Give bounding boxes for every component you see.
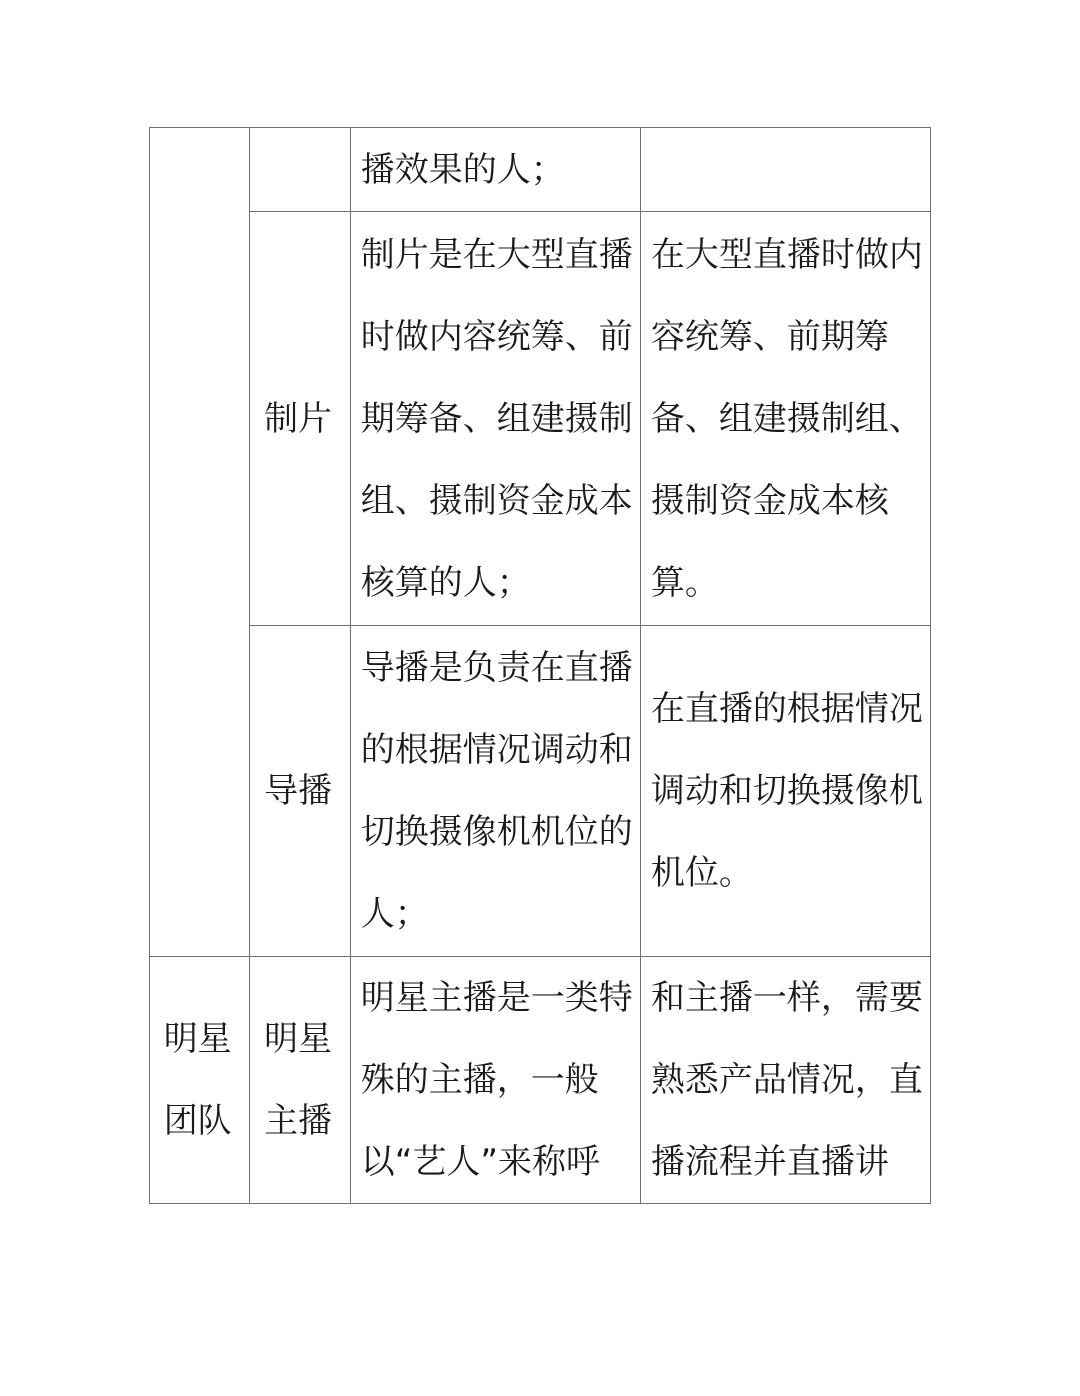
group-label: 明星团队 — [163, 1019, 232, 1141]
task-text: 在大型直播时做内容统筹、前期筹备、组建摄制组、摄制资金成本核算。 — [650, 234, 923, 603]
table-row — [150, 626, 931, 957]
description-text: 播效果的人； — [360, 149, 565, 190]
table-row — [150, 212, 931, 626]
task-text: 和主播一样，需要熟悉产品情况，直播流程并直播讲 — [650, 978, 923, 1182]
task-cell — [640, 128, 930, 212]
task-cell — [640, 626, 930, 957]
role-cell — [250, 212, 350, 626]
task-text: 在直播的根据情况调动和切换摄像机机位。 — [650, 689, 923, 893]
description-cell — [350, 957, 640, 1204]
role-cell — [250, 128, 350, 212]
description-cell — [350, 626, 640, 957]
description-cell — [350, 212, 640, 626]
role-label: 导播 — [264, 771, 333, 811]
role-label: 制片 — [264, 398, 333, 439]
description-text: 制片是在大型直播时做内容统筹、前期筹备、组建摄制组、摄制资金成本核算的人； — [360, 234, 633, 603]
table-row — [150, 957, 931, 1204]
role-label: 明星主播 — [264, 1019, 333, 1141]
role-cell — [250, 626, 350, 957]
task-cell — [640, 957, 930, 1204]
group-cell-empty — [150, 128, 250, 957]
description-text: 导播是负责在直播的根据情况调动和切换摄像机机位的人； — [360, 648, 633, 934]
table-row — [150, 128, 931, 212]
task-cell — [640, 212, 930, 626]
group-cell — [150, 957, 250, 1204]
role-table — [149, 127, 931, 1204]
description-text: 明星主播是一类特殊的主播，一般以“艺人”来称呼 — [360, 978, 633, 1182]
description-cell — [350, 128, 640, 212]
role-cell — [250, 957, 350, 1204]
